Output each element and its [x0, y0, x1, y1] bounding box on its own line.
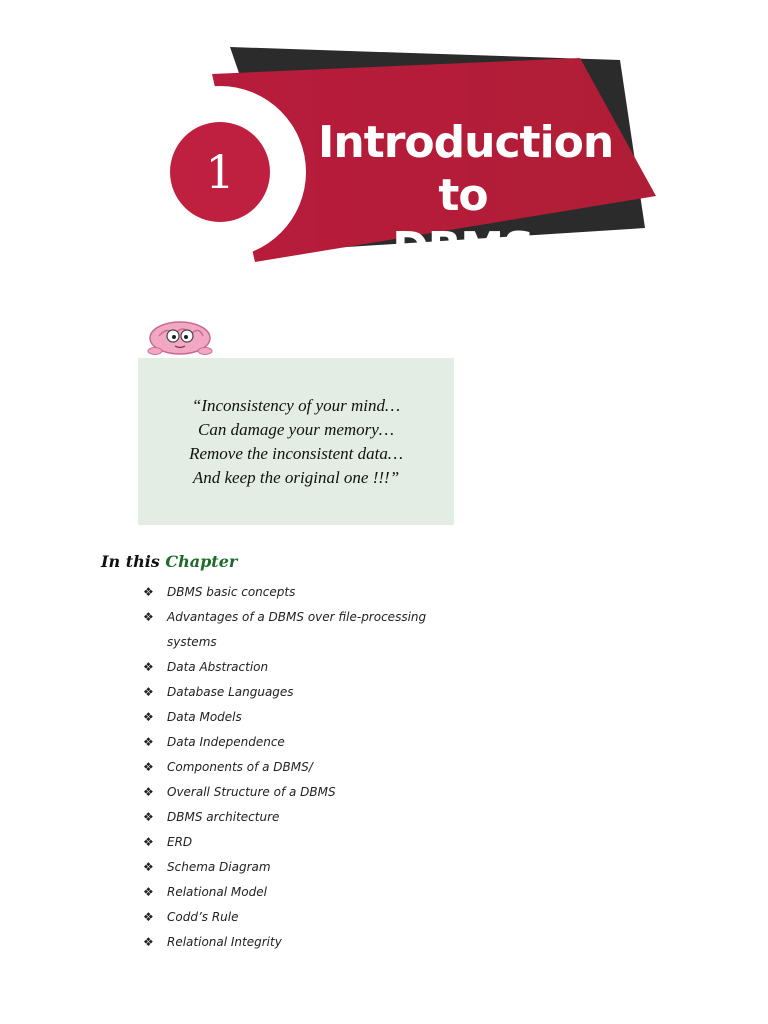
diamond-bullet-icon: ❖ — [143, 585, 154, 599]
topic-label: Schema Diagram — [167, 860, 271, 874]
diamond-bullet-icon: ❖ — [143, 685, 154, 699]
topic-item — [143, 705, 443, 730]
topic-item — [143, 580, 443, 605]
chapter-title — [318, 116, 614, 275]
section-heading-accent: Chapter — [165, 552, 238, 571]
diamond-bullet-icon: ❖ — [143, 835, 154, 849]
diamond-bullet-icon: ❖ — [143, 860, 154, 874]
topic-item — [143, 930, 443, 955]
chapter-banner — [0, 0, 768, 300]
topic-item — [143, 680, 443, 705]
diamond-bullet-icon: ❖ — [143, 785, 154, 799]
topic-label: Advantages of a DBMS over file-processing systems — [167, 610, 427, 649]
section-heading — [101, 552, 237, 571]
topic-label: ERD — [167, 835, 193, 849]
chapter-title-line2: DBMS — [392, 223, 534, 274]
diamond-bullet-icon: ❖ — [143, 760, 154, 774]
topic-label: Relational Integrity — [167, 935, 282, 949]
diamond-bullet-icon: ❖ — [143, 885, 154, 899]
quote-text: “Inconsistency of your mind… Can damage your memory… Remove the inconsistent data… And keep the original one !!!” — [189, 395, 403, 487]
topic-item — [143, 830, 443, 855]
topic-item — [143, 655, 443, 680]
topic-label: Overall Structure of a DBMS — [167, 785, 336, 799]
topic-item — [143, 755, 443, 780]
topic-label: Relational Model — [167, 885, 267, 899]
topic-item — [143, 780, 443, 805]
topic-item — [143, 605, 443, 655]
topic-list — [143, 580, 443, 955]
brain-mascot-icon — [145, 318, 215, 356]
topic-label: Data Models — [167, 710, 242, 724]
diamond-bullet-icon: ❖ — [143, 735, 154, 749]
topic-label: Data Independence — [167, 735, 285, 749]
topic-item — [143, 855, 443, 880]
topic-label: Data Abstraction — [167, 660, 269, 674]
diamond-bullet-icon: ❖ — [143, 935, 154, 949]
topic-item — [143, 905, 443, 930]
diamond-bullet-icon: ❖ — [143, 710, 154, 724]
quote-box — [138, 358, 454, 525]
section-heading-prefix: In this — [101, 552, 160, 571]
chapter-title-line1: Introduction to — [318, 117, 614, 221]
diamond-bullet-icon: ❖ — [143, 810, 154, 824]
topic-item — [143, 805, 443, 830]
topic-label: Database Languages — [167, 685, 294, 699]
topic-item — [143, 880, 443, 905]
topic-label: DBMS architecture — [167, 810, 280, 824]
diamond-bullet-icon: ❖ — [143, 910, 154, 924]
diamond-bullet-icon: ❖ — [143, 610, 154, 624]
topic-label: Components of a DBMS/ — [167, 760, 313, 774]
diamond-bullet-icon: ❖ — [143, 660, 154, 674]
chapter-number: 1 — [205, 145, 235, 199]
topic-item — [143, 730, 443, 755]
topic-label: DBMS basic concepts — [167, 585, 296, 599]
topic-label: Codd’s Rule — [167, 910, 239, 924]
